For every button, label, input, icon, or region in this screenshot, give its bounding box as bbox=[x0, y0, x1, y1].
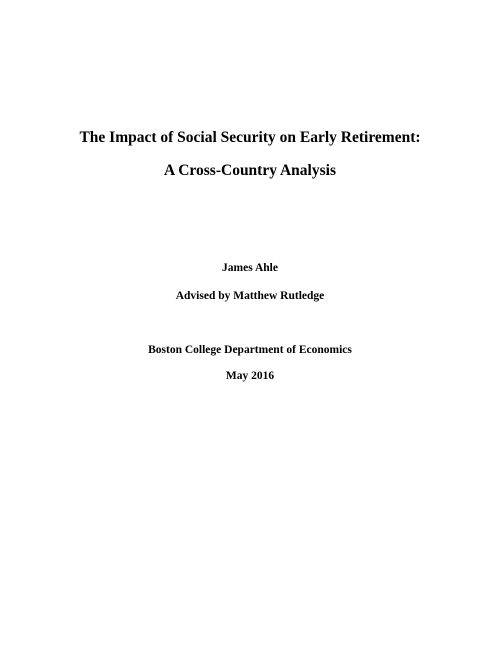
author-name: James Ahle bbox=[222, 262, 278, 274]
paper-title-line-2: A Cross-Country Analysis bbox=[164, 162, 336, 179]
institution-line: Boston College Department of Economics bbox=[148, 344, 352, 356]
advisor-line: Advised by Matthew Rutledge bbox=[175, 290, 325, 302]
date-line: May 2016 bbox=[225, 370, 275, 382]
paper-title-line-1: The Impact of Social Security on Early Retirement: bbox=[79, 129, 421, 146]
